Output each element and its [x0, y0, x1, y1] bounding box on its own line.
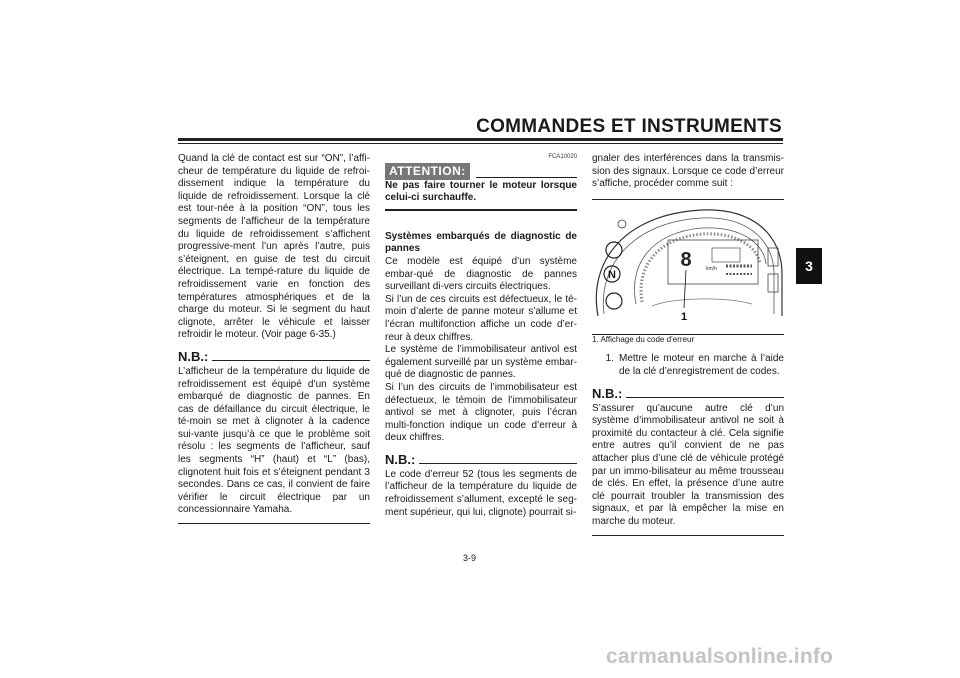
coolant-paragraph: Quand la clé de contact est sur “ON”, l’affi-cheur de température du liquide de refroi-dissement indique la température du liquide de refroidissement. Lorsque la clé est tour-née à la position “ON”, tous les segments de l’afficheur de la température du liquide de refroidissement s’affichent progressive-ment l’un après l’autre, puis s’éteignent, en guise de test du circuit électrique. La tempé-rature du liquide de refroidissement varie en fonction des températures atmosphériques et de la charge du moteur. Si le segment du haut clignote, arrêter le véhicule et laisser refroidir le moteur. (Voir page 6-35.) — [178, 153, 370, 341]
instrument-cluster-figure — [592, 204, 784, 330]
page-number: 3-9 — [463, 553, 477, 563]
figure-top-rule — [592, 199, 784, 200]
column-1 — [178, 153, 370, 524]
note-label: N.B.: — [385, 451, 416, 467]
reference-code: FCA10020 — [548, 154, 577, 160]
note-rule — [626, 397, 784, 398]
step-text: Mettre le moteur en marche à l’aide de la clé d’enregistrement de codes. — [619, 353, 784, 377]
column-3 — [592, 153, 784, 536]
note-end-rule — [592, 535, 784, 536]
note-label: N.B.: — [178, 348, 209, 364]
error-code-digit: 8 — [680, 248, 692, 271]
column-2 — [385, 153, 577, 519]
attention-rule — [476, 177, 577, 178]
attention-header — [385, 163, 577, 180]
header-rule-thin — [178, 143, 783, 144]
note-header — [592, 387, 784, 400]
diag-paragraph-4: Si l’un des circuits de l’immobilisateur est défectueux, le témoin de l’immobilisateur antivol se met à clignoter, puis l’écran multi-fonction indique un code d’erreur à deux chiffres. — [385, 381, 577, 444]
procedure-step — [592, 353, 784, 378]
note-rule — [212, 360, 370, 361]
note-header — [385, 453, 577, 466]
note-text: S’assurer qu’aucune autre clé d’un système d’immobilisateur antivol ne soit à proximité du contacteur à clé. Cela signifie entre autres qu’il convient de ne pas attacher plus d’une clé de véhicule protégé par un immo-bilisateur au même trousseau de clés. En effet, la présence d’une autre clé pourrait troubler la transmission des signaux, et par là empêcher la mise en marche du moteur. — [592, 402, 784, 527]
chapter-tab[interactable]: 3 — [796, 248, 822, 284]
header-rule — [178, 138, 783, 141]
page-title: COMMANDES ET INSTRUMENTS — [476, 116, 782, 137]
watermark-text: carmanualsonline.info — [606, 645, 834, 668]
section-subtitle: Systèmes embarqués de diagnostic de pannes — [385, 230, 577, 255]
speed-unit: km/h — [706, 265, 717, 272]
diag-paragraph-3: Le système de l’immobilisateur antivol est également surveillé par un système embar-qué de diagnostic de pannes. — [385, 344, 577, 381]
attention-end-rule — [385, 209, 577, 211]
figure-callout-number: 1 — [680, 310, 688, 323]
neutral-indicator: N — [608, 268, 616, 281]
attention-text: Ne pas faire tourner le moteur lorsque celui-ci surchauffe. — [385, 179, 577, 204]
figure-caption: 1. Affichage du code d’erreur — [592, 335, 695, 345]
diag-paragraph-1: Ce modèle est équipé d’un système embar-qué de diagnostic de pannes surveillant di-vers circuits électriques. — [385, 255, 577, 293]
note-text: L’afficheur de la température du liquide de refroidissement est équipé d’un système embarqué de diagnostic de pannes. En cas de défaillance du circuit électrique, le té-moin se met à clignoter à la cadence sui-vante jusqu’à ce que le problème soit résolu : les segments de l’afficheur, sauf les segments “H” (haut) et “L” (bas), clignotent huit fois et s’éteignent pendant 3 secondes. Dans ce cas, il convient de faire vérifier le circuit électrique par un concessionnaire Yamaha. — [178, 365, 370, 516]
note-header — [178, 350, 370, 363]
attention-label: ATTENTION: — [385, 163, 470, 180]
note-label: N.B.: — [592, 385, 623, 401]
note-end-rule — [178, 523, 370, 524]
note-text: Le code d’erreur 52 (tous les segments de l’afficheur de la température du liquide de refroidissement s’allument, excepté le seg-ment supérieur, qui lui, clignote) pourrait si- — [385, 468, 577, 518]
diag-paragraph-2: Si l’un de ces circuits est défectueux, le té-moin d’alerte de panne moteur s’allume et l’écran multifonction affiche un code d’er-reur à deux chiffres. — [385, 293, 577, 343]
step-number: 1. — [605, 353, 614, 365]
continued-paragraph: gnaler des interférences dans la transmis-sion des signaux. Lorsque ce code d’erreur s’affiche, procéder comme suit : — [592, 153, 784, 190]
note-rule — [419, 463, 577, 464]
